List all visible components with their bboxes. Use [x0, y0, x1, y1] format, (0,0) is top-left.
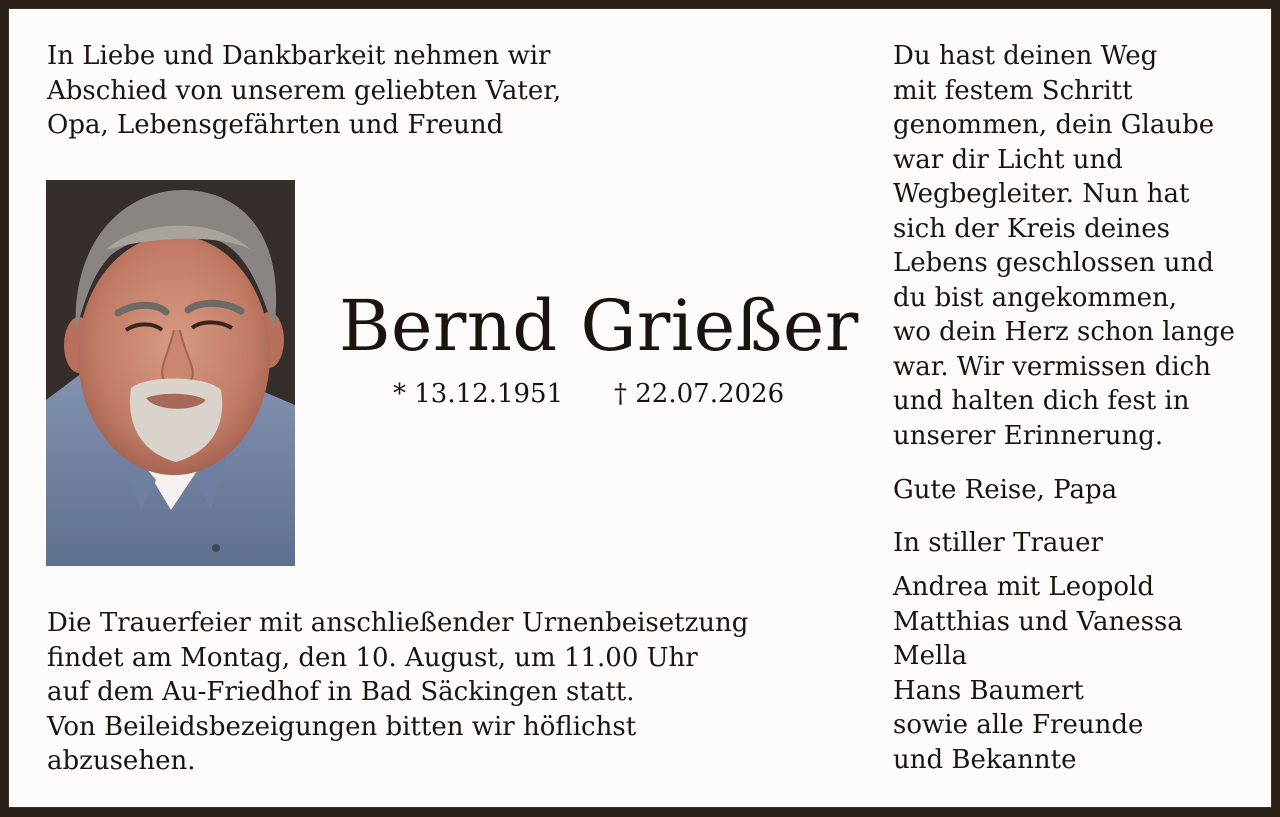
mourners-list [893, 570, 1183, 777]
obituary-card [8, 8, 1272, 808]
mourner-line: Mella [893, 641, 968, 671]
poem-line: war dir Licht und [893, 144, 1123, 175]
portrait-illustration [46, 180, 295, 566]
mourner-line: und Bekannte [893, 744, 1077, 775]
poem-line: war. Wir vermissen dich [893, 351, 1211, 382]
poem-line: wo dein Herz schon lange [893, 317, 1235, 347]
intro-line: Opa, Lebensgefährten und Freund [47, 110, 504, 140]
service-line: Die Trauerfeier mit anschließender Urnenbeisetzung [47, 608, 749, 638]
service-line: auf dem Au-Friedhof in Bad Säckingen statt. [47, 677, 635, 707]
service-line: Von Beileidsbezeigungen bitten wir höflichst [47, 711, 637, 742]
poem-line: und halten dich fest in [893, 386, 1190, 416]
mourner-line: Andrea mit Leopold [893, 572, 1154, 602]
poem-line: unserer Erinnerung. [893, 420, 1164, 451]
poem-line: mit festem Schritt [893, 75, 1133, 106]
mourner-line: Hans Baumert [893, 675, 1084, 706]
poem-line: Lebens geschlossen und [893, 248, 1214, 278]
intro-text [47, 39, 561, 143]
memorial-poem [893, 39, 1235, 453]
poem-line: Wegbegleiter. Nun hat [893, 179, 1190, 209]
deceased-name: Bernd Grießer [339, 285, 859, 367]
poem-line: genommen, dein Glaube [893, 110, 1215, 140]
birth-date: * 13.12.1951 [393, 379, 564, 409]
portrait-photo [46, 180, 295, 566]
poem-line: sich der Kreis deines [893, 213, 1170, 244]
poem-line: Du hast deinen Weg [893, 41, 1158, 71]
poem-line: du bist angekommen, [893, 282, 1178, 313]
service-line: abzusehen. [47, 746, 196, 776]
service-details [47, 606, 748, 779]
mourner-line: sowie alle Freunde [893, 710, 1144, 740]
farewell-line: Gute Reise, Papa [893, 475, 1118, 505]
mourning-heading: In stiller Trauer [893, 528, 1103, 558]
death-date: † 22.07.2026 [614, 379, 785, 409]
intro-line: Abschied von unserem geliebten Vater, [47, 75, 562, 106]
mourner-line: Matthias und Vanessa [893, 606, 1183, 637]
service-line: findet am Montag, den 10. August, um 11.00 Uhr [47, 642, 698, 673]
intro-line: In Liebe und Dankbarkeit nehmen wir [47, 41, 551, 71]
